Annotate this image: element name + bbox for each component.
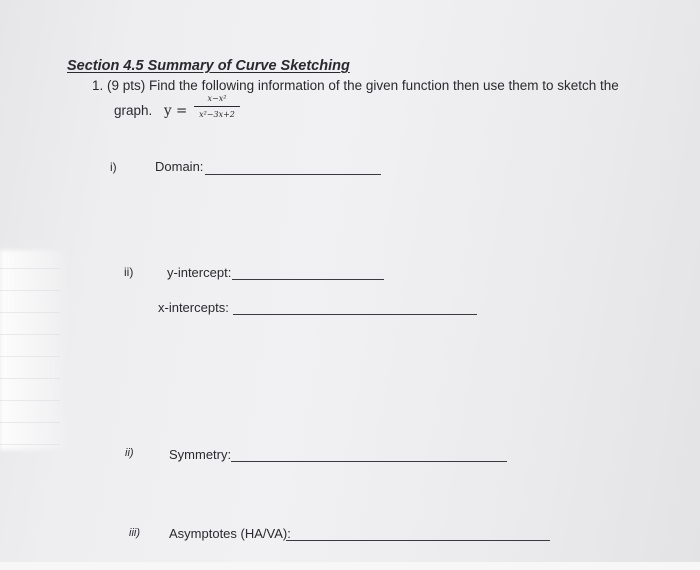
y-intercept-label: y-intercept: [167, 265, 232, 280]
asymptotes-answer-line[interactable] [286, 540, 550, 541]
fraction-numerator: x−x² [207, 94, 227, 103]
symmetry-label: Symmetry: [169, 447, 232, 462]
glare-reflection-lines [0, 255, 60, 445]
question-line-2 [114, 103, 187, 119]
item-marker-symmetry: ii) [125, 447, 134, 459]
symmetry-answer-line[interactable] [231, 461, 507, 462]
item-marker-asymptotes: iii) [129, 527, 140, 539]
item-marker-y-intercept: ii) [124, 265, 134, 279]
question-line-1 [92, 78, 619, 93]
domain-answer-line[interactable] [205, 174, 381, 175]
question-prompt: (9 pts) Find the following information of the given function then use them to sketch the [107, 78, 619, 93]
y-intercept-answer-line[interactable] [232, 279, 384, 280]
page-bottom-edge [0, 562, 700, 570]
question-prompt-continued: graph. [114, 103, 153, 118]
domain-label: Domain: [155, 159, 204, 174]
x-intercepts-label: x-intercepts: [158, 300, 229, 315]
fraction-bar [194, 106, 240, 107]
fraction-denominator: x²−3x+2 [199, 110, 235, 119]
item-marker-domain: i) [110, 160, 117, 174]
function-lhs: y = [164, 103, 188, 119]
function-fraction [194, 93, 240, 120]
x-intercepts-answer-line[interactable] [233, 314, 477, 315]
section-title: Section 4.5 Summary of Curve Sketching [67, 58, 350, 74]
question-number: 1. [92, 78, 104, 93]
asymptotes-label: Asymptotes (HA/VA): [169, 526, 291, 541]
